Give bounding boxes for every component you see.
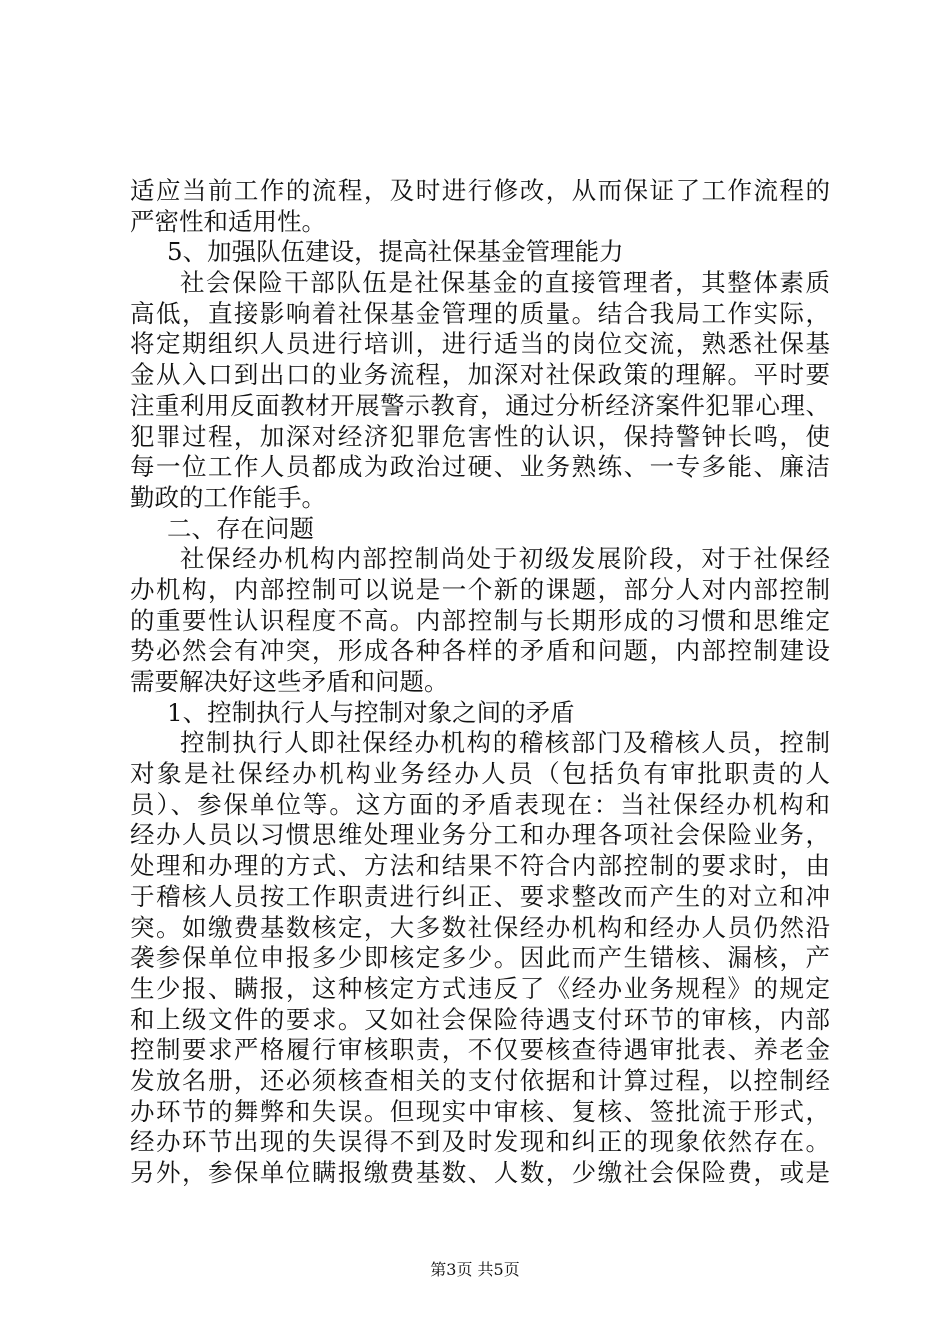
text-line: 的重要性认识程度不高。内部控制与长期形成的习惯和思维定: [130, 605, 830, 635]
text-line: 生少报、瞒报，这种核定方式违反了《经办业务规程》的规定: [130, 973, 830, 1003]
text-line: 另外，参保单位瞒报缴费基数、人数，少缴社会保险费，或是: [130, 1158, 830, 1187]
text-line: 注重利用反面教材开展警示教育，通过分析经济案件犯罪心理、: [130, 390, 830, 420]
text-line: 犯罪过程，加深对经济犯罪危害性的认识，保持警钟长鸣，使: [130, 421, 830, 451]
text-line: 社保经办机构内部控制尚处于初级发展阶段，对于社保经: [180, 544, 830, 574]
text-line: 将定期组织人员进行培训，进行适当的岗位交流，熟悉社保基: [130, 329, 830, 359]
text-line: 需要解决好这些矛盾和问题。: [130, 667, 449, 696]
text-line: 勤政的工作能手。: [130, 482, 326, 512]
text-line: 对象是社保经办机构业务经办人员（包括负有审批职责的人: [130, 759, 830, 789]
text-line: 1、控制执行人与控制对象之间的矛盾: [167, 697, 575, 727]
text-line: 高低，直接影响着社保基金管理的质量。结合我局工作实际，: [130, 298, 830, 328]
text-line: 和上级文件的要求。又如社会保险待遇支付环节的审核，内部: [130, 1004, 830, 1034]
text-line: 经办人员以习惯思维处理业务分工和办理各项社会保险业务，: [130, 820, 830, 850]
text-line: 5、加强队伍建设，提高社保基金管理能力: [167, 237, 624, 267]
text-line: 势必然会有冲突，形成各种各样的矛盾和问题，内部控制建设: [130, 636, 830, 666]
text-line: 员）、参保单位等。这方面的矛盾表现在：当社保经办机构和: [130, 789, 830, 819]
document-body: [130, 176, 830, 1189]
text-line: 袭参保单位申报多少即核定多少。因此而产生错核、漏核，产: [130, 943, 830, 973]
text-line: 处理和办理的方式、方法和结果不符合内部控制的要求时，由: [130, 851, 830, 881]
text-line: 于稽核人员按工作职责进行纠正、要求整改而产生的对立和冲: [130, 881, 830, 911]
text-line: 二、存在问题: [167, 513, 314, 543]
page-footer: 第3页 共5页: [430, 1260, 520, 1279]
text-line: 突。如缴费基数核定，大多数社保经办机构和经办人员仍然沿: [130, 912, 830, 942]
text-line: 严密性和适用性。: [130, 206, 326, 236]
text-line: 经办环节出现的失误得不到及时发现和纠正的现象依然存在。: [130, 1127, 830, 1157]
text-line: 金从入口到出口的业务流程，加深对社保政策的理解。平时要: [130, 360, 830, 390]
text-line: 社会保险干部队伍是社保基金的直接管理者，其整体素质: [180, 268, 830, 298]
text-line: 控制执行人即社保经办机构的稽核部门及稽核人员，控制: [180, 728, 830, 758]
text-line: 控制要求严格履行审核职责，不仅要核查待遇审批表、养老金: [130, 1035, 830, 1065]
text-line: 发放名册，还必须核查相关的支付依据和计算过程，以控制经: [130, 1065, 830, 1095]
text-line: 办环节的舞弊和失误。但现实中审核、复核、签批流于形式，: [130, 1096, 830, 1126]
text-line: 每一位工作人员都成为政治过硬、业务熟练、一专多能、廉洁: [130, 452, 830, 482]
text-line: 办机构，内部控制可以说是一个新的课题，部分人对内部控制: [130, 574, 830, 604]
text-line: 适应当前工作的流程，及时进行修改，从而保证了工作流程的: [130, 176, 830, 205]
